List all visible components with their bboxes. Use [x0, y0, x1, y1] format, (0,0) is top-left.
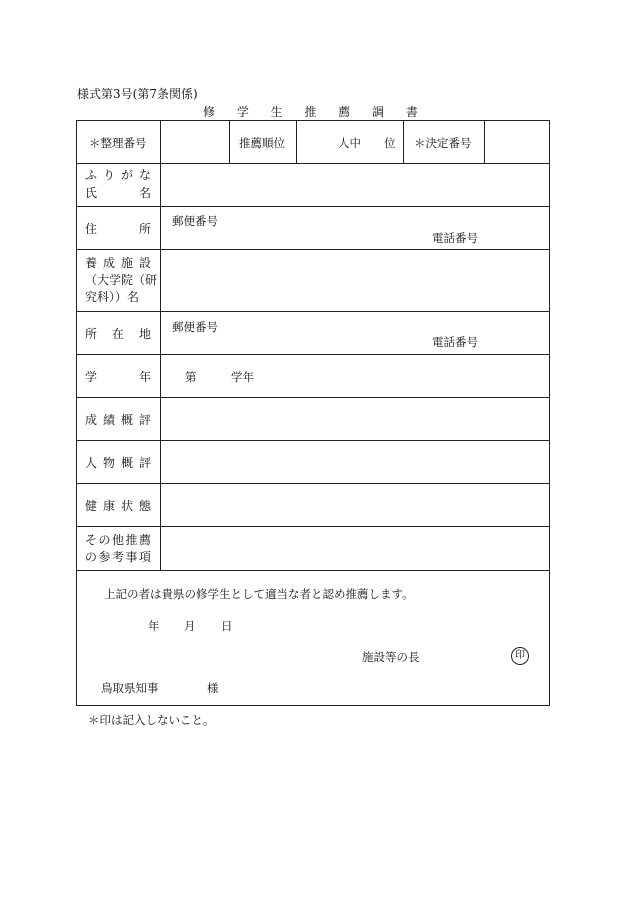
label-char: 概: [120, 413, 133, 427]
row-divider: [77, 526, 549, 527]
recommendation-statement: 上記の者は貴県の修学生として適当な者と認め推薦します。: [104, 587, 414, 601]
health-label: [85, 498, 151, 515]
governor-label: 鳥取県知事: [101, 681, 159, 695]
label-char: 薦: [138, 533, 151, 547]
label-char: 考: [111, 550, 124, 564]
facility-label-line2: （大学院（研: [85, 273, 158, 287]
label-char: 推: [125, 533, 138, 547]
facility-label-line3: 究科））名: [85, 290, 140, 304]
label-char: 設: [138, 256, 151, 270]
label-char: ふ: [85, 168, 98, 182]
label-char: の: [98, 533, 111, 547]
character-label: [85, 455, 151, 472]
label-char: 所: [138, 222, 151, 236]
address-label: [85, 221, 151, 238]
grade-label: [85, 369, 151, 386]
date-month-label: 月: [184, 619, 196, 633]
footnote: ＊印は記入しないこと。: [88, 713, 215, 727]
row-divider: [77, 206, 549, 207]
label-char: 施: [120, 256, 133, 270]
label-char: 住: [85, 222, 98, 236]
performance-label: [85, 412, 151, 429]
label-char: 年: [138, 370, 151, 384]
location-label: [85, 326, 151, 343]
label-char: り: [102, 168, 115, 182]
row-divider: [77, 440, 549, 441]
other-label-line2: [85, 549, 151, 566]
label-char: 康: [102, 499, 115, 513]
label-char: 事: [125, 550, 138, 564]
address-postal-label: 郵便番号: [172, 214, 218, 228]
header-divider: [484, 121, 485, 163]
row-divider: [77, 570, 549, 571]
label-char: 名: [138, 186, 151, 200]
label-char: 在: [111, 327, 124, 341]
label-char: な: [138, 168, 151, 182]
furigana-label: [85, 167, 151, 184]
label-char: 学: [85, 370, 98, 384]
header-divider: [403, 121, 404, 163]
label-char: 人: [85, 456, 98, 470]
nin-naka-label: 人中: [338, 136, 361, 150]
label-char: 氏: [85, 186, 98, 200]
other-label-line1: [85, 532, 151, 549]
suisen-juni-label: 推薦順位: [239, 136, 285, 150]
label-char: 績: [102, 413, 115, 427]
seiri-bango-label: ＊整理番号: [89, 136, 147, 150]
name-label: [85, 185, 151, 202]
date-day-label: 日: [221, 619, 233, 633]
label-char: 物: [102, 456, 115, 470]
label-char: 健: [85, 499, 98, 513]
grade-dai-label: 第: [185, 370, 197, 384]
sama-label: 様: [207, 681, 219, 695]
address-phone-label: 電話番号: [432, 231, 478, 245]
label-char: そ: [85, 533, 98, 547]
row-divider: [77, 249, 549, 250]
label-char: 地: [138, 327, 151, 341]
label-char: の: [85, 550, 98, 564]
row-divider: [77, 354, 549, 355]
label-char: 評: [138, 413, 151, 427]
row-divider: [77, 163, 549, 164]
row-divider: [77, 311, 549, 312]
label-char: 評: [138, 456, 151, 470]
label-char: 項: [138, 550, 151, 564]
label-char: 概: [120, 456, 133, 470]
i-label: 位: [384, 136, 396, 150]
location-postal-label: 郵便番号: [172, 320, 218, 334]
document-title: 修 学 生 推 薦 調 書: [203, 105, 427, 119]
label-char: 参: [98, 550, 111, 564]
label-char: 他: [111, 533, 124, 547]
seal-mark: 印: [511, 647, 529, 665]
header-divider: [296, 121, 297, 163]
date-year-label: 年: [148, 619, 160, 633]
recommendation-table: [76, 120, 550, 706]
row-divider: [77, 483, 549, 484]
label-char: 所: [85, 327, 98, 341]
label-char: 成: [85, 413, 98, 427]
label-char: 状: [120, 499, 133, 513]
facility-head-label: 施設等の長: [362, 650, 420, 664]
label-char: が: [120, 168, 133, 182]
location-phone-label: 電話番号: [432, 335, 478, 349]
label-char: 成: [102, 256, 115, 270]
label-char: 態: [138, 499, 151, 513]
row-divider: [77, 397, 549, 398]
grade-nen-label: 学年: [231, 370, 254, 384]
header-divider: [229, 121, 230, 163]
label-column-divider: [160, 121, 161, 570]
form-number-label: 様式第3号(第7条関係): [77, 87, 198, 101]
kettei-bango-label: ＊決定番号: [414, 136, 472, 150]
facility-label: [85, 255, 151, 272]
label-char: 養: [85, 256, 98, 270]
